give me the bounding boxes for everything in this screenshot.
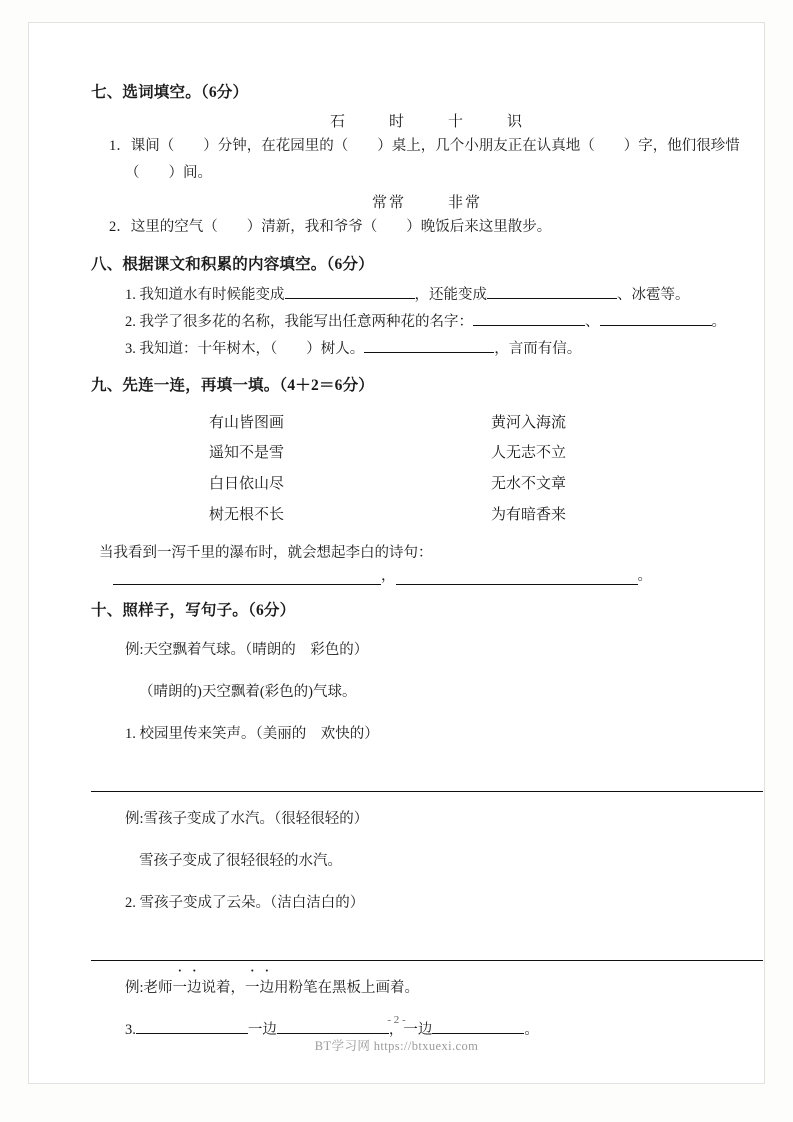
- section-eight-title: 八、根据课文和积累的内容填空。（6分）: [91, 255, 374, 273]
- matching-columns: [91, 408, 763, 531]
- answer-rule[interactable]: [91, 775, 763, 792]
- match-right-item[interactable]: 人无志不立: [491, 445, 567, 462]
- wordbank-word: 石: [329, 114, 347, 131]
- section-ten: [91, 599, 763, 1045]
- example-10-2b: 雪孩子变成了很轻很轻的水汽。: [139, 853, 342, 870]
- section-nine: [91, 374, 763, 584]
- question-10-3-part-b: ，一边: [388, 1022, 433, 1039]
- question-9-period: 。: [637, 567, 652, 584]
- section-seven-wordbank-2: [91, 191, 763, 212]
- section-seven: [91, 81, 763, 241]
- blank-input[interactable]: [487, 283, 617, 299]
- match-right-item[interactable]: 黄河入海流: [491, 414, 567, 431]
- question-10-3-part-c: 。: [524, 1022, 539, 1039]
- section-ten-title: 十、照样子，写句子。（6分）: [91, 602, 296, 620]
- wordbank-word: 常常: [371, 194, 406, 211]
- section-seven-wordbank-1: [91, 110, 763, 131]
- question-7-1: 1．课间（ ）分钟，在花园里的（ ）桌上，几个小朋友正在认真地（ ）字，他们很珍惜: [109, 138, 740, 155]
- question-10-2: 2. 雪孩子变成了云朵。（洁白洁白的）: [125, 895, 365, 912]
- page-number: - 2 -: [387, 1014, 406, 1026]
- question-8-1-part-a: 1. 我知道水有时候能变成: [125, 286, 285, 303]
- blank-input[interactable]: [113, 570, 381, 585]
- wordbank-word: 非常: [448, 194, 483, 211]
- blank-input[interactable]: [285, 283, 415, 299]
- match-row: [209, 500, 763, 531]
- question-8-1-part-c: 、冰雹等。: [617, 286, 690, 303]
- question-8-1: [91, 282, 763, 309]
- match-right-item[interactable]: 无水不文章: [491, 476, 567, 493]
- wordbank-word: 时: [388, 114, 406, 131]
- blank-input[interactable]: [600, 310, 712, 326]
- wordbank-word: 识: [507, 114, 525, 131]
- question-8-2-part-c: 。: [711, 313, 726, 330]
- paper-sheet: [28, 22, 765, 1084]
- match-left-item[interactable]: 遥知不是雪: [209, 445, 285, 462]
- answer-rule[interactable]: [91, 944, 763, 961]
- match-left-item[interactable]: 有山皆图画: [209, 414, 285, 431]
- question-8-2-part-a: 2. 我学了很多花的名称，我能写出任意两种花的名字：: [125, 313, 473, 330]
- question-8-3-part-a: 3. 我知道：十年树木，（ ）树人。: [125, 340, 365, 357]
- match-row: [209, 469, 763, 500]
- example-10-1b: （晴朗的)天空飘着(彩色的)气球。: [139, 683, 357, 700]
- question-9-prompt: 当我看到一泻千里的瀑布时，就会想起李白的诗句：: [99, 544, 433, 561]
- example-10-2a: 例:雪孩子变成了水汽。（很轻很轻的）: [125, 811, 369, 828]
- section-seven-title: 七、选词填空。（6分）: [91, 84, 249, 101]
- match-left-item[interactable]: 树无根不长: [209, 506, 285, 523]
- section-eight: [91, 253, 763, 363]
- question-7-1-cont: （ ）间。: [125, 165, 212, 182]
- exercise-content: [91, 81, 763, 1059]
- wordbank-word: 十: [448, 114, 466, 131]
- footer-watermark: BT学习网 https://btxuexi.com: [314, 1039, 479, 1053]
- question-8-2: [91, 309, 763, 336]
- example-10-1a: 例:天空飘着气球。（晴朗的 彩色的）: [125, 641, 369, 658]
- match-row: [209, 408, 763, 439]
- question-9-answer-line: ， 。: [91, 564, 763, 585]
- question-8-3-part-b: ，言而有信。: [494, 340, 582, 357]
- match-left-item[interactable]: 白日依山尽: [209, 476, 285, 493]
- blank-input[interactable]: [364, 337, 494, 353]
- example-10-3: 例:老师一边说着，一边用粉笔在黑板上画着。: [125, 980, 420, 997]
- blank-input[interactable]: [473, 310, 585, 326]
- question-7-2: 2．这里的空气（ ）清新，我和爷爷（ ）晚饭后来这里散步。: [109, 218, 552, 235]
- match-right-item[interactable]: 为有暗香来: [491, 506, 567, 523]
- question-10-3-num: 3.: [125, 1022, 136, 1039]
- section-nine-title: 九、先连一连，再填一填。（4＋2＝6分）: [91, 377, 375, 395]
- question-8-3: [91, 336, 763, 363]
- blank-input[interactable]: [396, 570, 638, 585]
- question-10-3-part-a: 一边: [247, 1022, 277, 1039]
- question-10-1: 1. 校园里传来笑声。（美丽的 欢快的）: [125, 725, 379, 742]
- question-8-2-part-b: 、: [585, 313, 600, 330]
- match-row: [209, 438, 763, 469]
- question-8-1-part-b: ，还能变成: [414, 286, 487, 303]
